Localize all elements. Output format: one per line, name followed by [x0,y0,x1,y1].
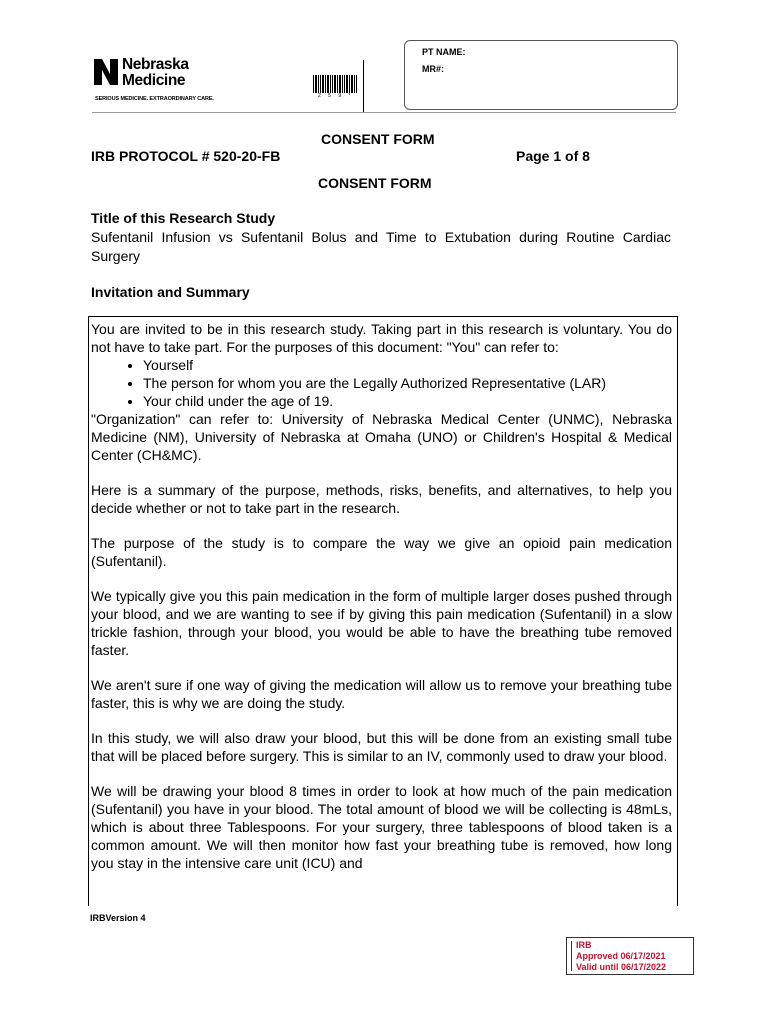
monitoring-paragraph: We will be drawing your blood 8 times in order to look at how much of the pain medication (Sufentanil) you have in your blood. The total amount of blood we will be collecting is 48mLs, which is about three Tablespoons. For your surgery, three tablespoons of blood taken is a common amount. We will then monitor how fast your breathing tube is removed, how long you stay in the intensive care unit (ICU) and [91,783,672,871]
stamp-valid-until: Valid until 06/17/2022 [576,962,667,972]
organization-paragraph: "Organization" can refer to: University of Nebraska Medical Center (UNMC), Nebraska Medicine (NM), University of Nebraska at Omaha (UNO) or Children's Hospital & Medical Center (CH&MC). [91,411,672,463]
list-item: • Your child under the age of 19. [143,392,672,410]
barcode-icon [313,75,357,93]
pt-name-label: PT NAME: [422,47,466,57]
intro-paragraph: You are invited to be in this research study. Taking part in this research is voluntary. You do not have to take part. For the purposes of this document: "You" can refer to: [91,321,672,355]
consent-form-title: CONSENT FORM [321,131,435,147]
uncertainty-paragraph: We aren't sure if one way of giving the medication will allow us to remove your breathing tube faster, this is why we are doing the study. [91,677,672,711]
logo-line-2: Medicine [122,72,186,89]
irb-protocol: IRB PROTOCOL # 520-20-FB [91,148,281,164]
list-item: • Yourself [143,356,672,374]
consent-form-subtitle: CONSENT FORM [318,175,432,191]
logo-tagline: SERIOUS MEDICINE. EXTRAORDINARY CARE. [95,96,214,102]
purpose-paragraph: The purpose of the study is to compare the way we give an opioid pain medication (Sufentanil). [91,535,672,569]
blood-draw-paragraph: In this study, we will also draw your blood, but this will be done from an existing small tube that will be placed before surgery. This is similar to an IV, commonly used to draw your blood. [91,730,672,764]
summary-paragraph: Here is a summary of the purpose, methods, risks, benefits, and alternatives, to help you decide whether or not to take part in the research. [91,482,672,516]
invitation-heading: Invitation and Summary [91,284,250,300]
stamp-approved: Approved 06/17/2021 [576,951,666,961]
method-paragraph: We typically give you this pain medication in the form of multiple larger doses pushed through your blood, and we are wanting to see if by giving this pain medication (Sufentanil) in a slow trickle fashion, through your blood, you would be able to have the breathing tube removed faster. [91,588,672,658]
stamp-line-1: IRB [576,940,592,950]
study-heading: Title of this Research Study [91,210,276,226]
patient-label-box [404,40,678,110]
summary-box [88,316,678,906]
you-definition-list [91,356,672,410]
study-title: Sufentanil Infusion vs Sufentanil Bolus and Time to Extubation during Routine Cardiac Surgery [91,229,671,264]
header-divider [363,60,364,112]
list-item: • The person for whom you are the Legally Authorized Representative (LAR) [143,374,672,392]
irb-version: IRBVersion 4 [90,913,146,923]
nebraska-n-icon [92,57,120,87]
header-rule [92,112,676,113]
logo-line-1: Nebraska [122,56,189,73]
barcode-number: 2 5 9 * [318,93,354,99]
irb-approval-stamp [566,937,694,975]
page-number: Page 1 of 8 [516,148,590,164]
mr-label: MR#: [422,64,444,74]
